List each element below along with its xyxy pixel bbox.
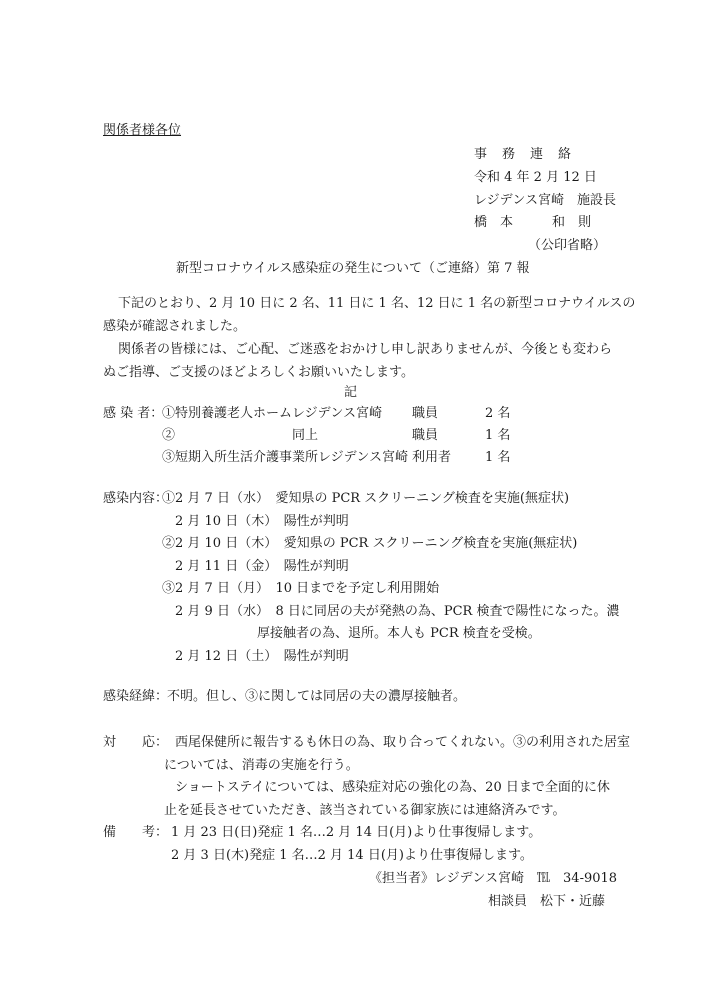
director-name: 橋 本 和 則: [474, 215, 592, 230]
body-paragraph-1-line-1: 下記のとおり、2 月 10 日に 2 名、11 日に 1 名、12 日に 1 名の新型コロナウイルスの: [118, 296, 636, 311]
contact-counselors: 相談員 松下・近藤: [488, 894, 606, 909]
infected-label: 感 染 者：: [103, 406, 164, 421]
response-line-4: 止を延長させていただき、該当されている御家族には連絡済みです。: [164, 803, 566, 818]
remarks-line-1: 1 月 23 日(日)発症 1 名…2 月 14 日(月)より仕事復帰します。: [171, 825, 542, 840]
infected-row-3-count: 1 名: [485, 450, 511, 465]
response-line-3: ショートステイについては、感染症対応の強化の為、20 日まで全面的に休: [175, 780, 610, 795]
contact-person-line: 《担当者》レジデンス宮崎 ℡ 34-9018: [369, 871, 618, 886]
infected-row-3-role: 利用者: [412, 450, 452, 465]
body-paragraph-2-line-1: 関係者の皆様には、ご心配、ご迷惑をおかけし申し訳ありませんが、今後とも変わら: [118, 342, 613, 357]
details-line-8: 2 月 12 日（土） 陽性が判明: [175, 649, 349, 664]
details-line-6: 2 月 9 日（水） 8 日に同居の夫が発熱の為、PCR 検査で陽性になった。濃: [175, 604, 620, 619]
document-date: 令和 4 年 2 月 12 日: [474, 170, 597, 185]
details-label: 感染内容：: [103, 491, 169, 506]
response-label: 対 応：: [103, 735, 169, 750]
route-label: 感染経緯：: [103, 689, 169, 704]
body-paragraph-2-line-2: ぬご指導、ご支援のほどよろしくお願いいたします。: [103, 365, 414, 380]
seal-omitted-note: （公印省略）: [528, 238, 607, 253]
details-line-4: 2 月 11 日（金） 陽性が判明: [175, 559, 349, 574]
details-line-5: ③2 月 7 日（月） 10 日までを予定し利用開始: [162, 581, 440, 596]
facility-director-role: レジデンス宮崎 施設長: [474, 193, 617, 208]
details-line-1: ①2 月 7 日（水） 愛知県の PCR スクリーニング検査を実施(無症状): [162, 491, 570, 506]
infected-row-2-role: 職員: [412, 428, 439, 443]
response-line-2: については、消毒の実施を行う。: [164, 758, 359, 773]
details-line-3: ②2 月 10 日（木） 愛知県の PCR スクリーニング検査を実施(無症状): [162, 536, 578, 551]
document-type: 事 務 連 絡: [474, 147, 573, 162]
body-paragraph-1-line-2: 感染が確認されました。: [103, 319, 247, 334]
document-title: 新型コロナウイルス感染症の発生について（ご連絡）第 7 報: [176, 261, 530, 276]
infected-row-1-count: 2 名: [485, 406, 511, 421]
infected-row-2-facility: ② 同上: [162, 428, 319, 443]
remarks-label: 備 考：: [103, 825, 169, 840]
response-line-1: 西尾保健所に報告するも休日の為、取り合ってくれない。③の利用された居室: [175, 735, 631, 750]
infected-row-3-facility: ③短期入所生活介護事業所レジデンス宮崎: [162, 450, 409, 465]
infected-row-1-facility: ①特別養護老人ホームレジデンス宮崎: [162, 406, 383, 421]
details-line-7: 厚接触者の為、退所。本人も PCR 検査を受検。: [257, 626, 541, 641]
route-text: 不明。但し、③に関しては同居の夫の濃厚接触者。: [167, 689, 467, 704]
addressee: 関係者様各位: [103, 123, 182, 138]
details-line-2: 2 月 10 日（木） 陽性が判明: [175, 514, 349, 529]
infected-row-1-role: 職員: [412, 406, 439, 421]
ki-marker: 記: [344, 385, 358, 400]
infected-row-2-count: 1 名: [485, 428, 511, 443]
remarks-line-2: 2 月 3 日(木)発症 1 名…2 月 14 日(月)より仕事復帰します。: [171, 848, 533, 863]
